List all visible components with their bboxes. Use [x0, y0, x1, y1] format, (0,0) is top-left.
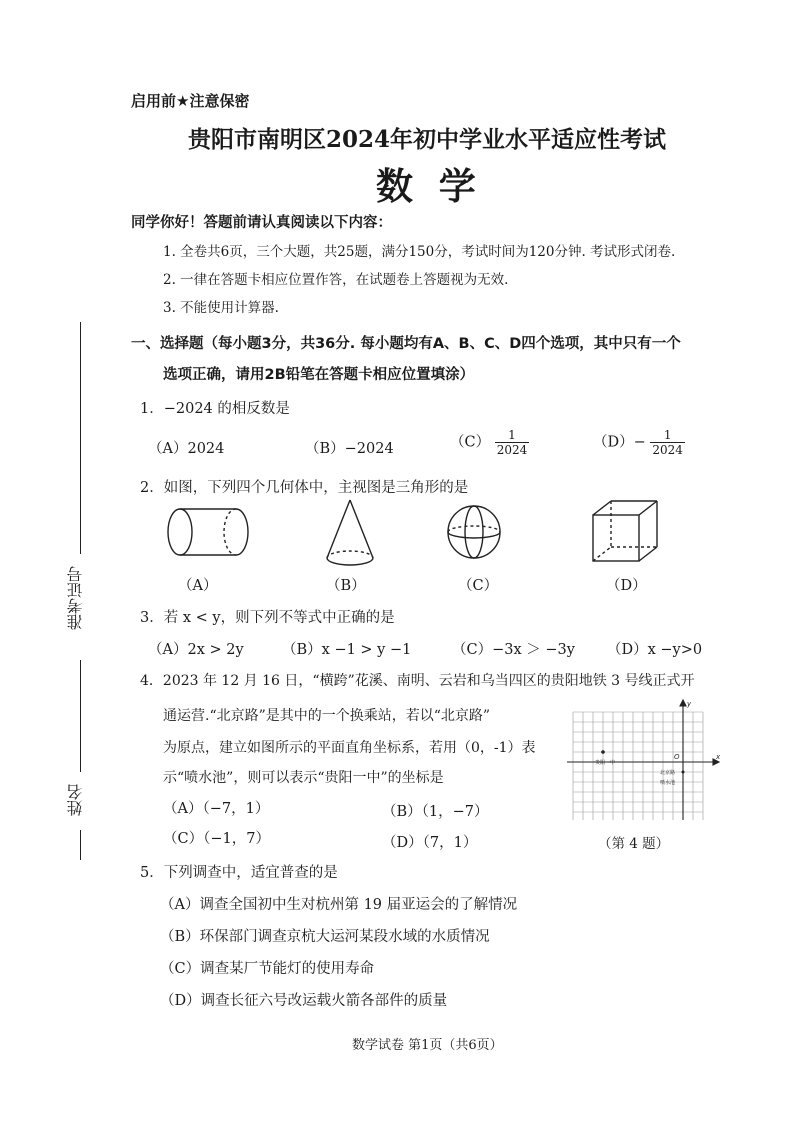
q4-coordinate-grid — [563, 702, 723, 822]
q5-stem: 5．下列调查中，适宜普查的是 — [140, 865, 338, 881]
q3-stem: 3．若 x < y，则下列不等式中正确的是 — [140, 610, 395, 626]
sphere-shape — [448, 506, 500, 558]
q1-option-b: （B）−2024 — [305, 441, 394, 457]
q3-option-a: （A）2x > 2y — [148, 642, 244, 658]
point-guiyang — [601, 750, 605, 754]
label-fountain: 喷水池 — [660, 780, 676, 786]
instruction-item-3: 3. 不能使用计算器. — [163, 300, 279, 316]
q4-line3: 为原点，建立如图所示的平面直角坐标系，若用（0，-1）表 — [163, 740, 536, 756]
binding-line-bottom — [80, 830, 81, 860]
exam-title: 贵阳市南明区2024年初中学业水平适应性考试 — [188, 126, 667, 153]
q1-option-d — [593, 428, 685, 457]
instructions-intro: 同学你好！答题前请认真阅读以下内容： — [131, 215, 392, 231]
q4-option-a: （A）（−7，1） — [163, 801, 270, 817]
confidential-label: 启用前★注意保密 — [131, 92, 250, 110]
q1-option-d-prefix: （D）− — [593, 434, 646, 451]
q3-option-c: （C）−3x ＞ −3y — [452, 642, 575, 658]
q3-option-d: （D）x −y>0 — [607, 642, 703, 658]
section1-heading-line2: 选项正确，请用2B铅笔在答题卡相应位置填涂） — [163, 367, 475, 383]
q1-stem: 1．−2024 的相反数是 — [140, 401, 290, 417]
q2-label-a: （A） — [178, 578, 218, 594]
q5-option-b: （B）环保部门调查京杭大运河某段水域的水质情况 — [160, 929, 490, 945]
q5-option-a: （A）调查全国初中生对杭州第 19 届亚运会的了解情况 — [160, 897, 518, 913]
q1-option-a: （A）2024 — [148, 441, 225, 457]
cube-shape — [593, 501, 657, 561]
q1-d-numerator: 1 — [650, 428, 685, 443]
q1-option-d-fraction — [650, 428, 685, 457]
q4-option-c: （C）（−1，7） — [163, 831, 270, 847]
subject-title: 数 学 — [376, 164, 476, 208]
q1-c-denominator: 2024 — [496, 443, 528, 457]
label-guiyang: 贵阳一中 — [595, 760, 616, 766]
origin-label: O — [674, 753, 680, 761]
q1-option-c-fraction — [495, 428, 530, 457]
binding-line-top — [80, 322, 81, 554]
cylinder-shape — [168, 509, 248, 555]
q2-label-d: （D） — [606, 578, 647, 594]
q1-option-c-prefix: （C） — [450, 434, 491, 451]
q2-label-b: （B） — [326, 578, 366, 594]
q2-stem: 2．如图，下列四个几何体中，主视图是三角形的是 — [140, 480, 469, 496]
q4-line4: 示“喷水池”，则可以表示“贵阳一中”的坐标是 — [163, 770, 444, 786]
q4-option-b: （B）（1，−7） — [382, 804, 489, 820]
q5-option-c: （C）调查某厂节能灯的使用寿命 — [160, 961, 375, 977]
y-axis-label: y — [687, 700, 692, 708]
label-beijing: 北京路 — [660, 770, 676, 776]
binding-line-mid — [80, 660, 81, 772]
exam-id-label: 准考证号 — [66, 566, 85, 630]
q1-d-denominator: 2024 — [652, 443, 683, 457]
instruction-item-1: 1. 全卷共6页，三个大题，共25题，满分150分，考试时间为120分钟. 考试形式闭卷. — [163, 244, 676, 260]
page-footer: 数学试卷 第1页（共6页） — [352, 1038, 503, 1053]
q5-option-d: （D）调查长征六号改运载火箭各部件的质量 — [160, 993, 448, 1009]
q1-c-numerator: 1 — [495, 428, 530, 443]
q2-label-c: （C） — [458, 578, 499, 594]
q3-option-b: （B）x −1 > y −1 — [282, 642, 412, 658]
q1-option-c — [450, 428, 529, 457]
q4-figure-caption: （第 4 题） — [598, 836, 670, 852]
q4-option-d: （D）（7，1） — [382, 835, 478, 851]
q2-solids-figure — [150, 498, 710, 578]
x-axis-label: x — [716, 753, 721, 761]
q4-line2: 通运营.“北京路”是其中的一个换乘站，若以“北京路” — [163, 708, 491, 724]
cone-shape — [327, 500, 373, 565]
q4-line1: 4．2023 年 12 月 16 日，“横跨”花溪、南明、云岩和乌当四区的贵阳地铁 3 号线正式开 — [140, 673, 695, 689]
section1-heading-line1: 一、选择题（每小题3分，共36分. 每小题均有A、B、C、D四个选项，其中只有一个 — [131, 336, 681, 352]
name-label: 姓名 — [66, 784, 85, 816]
instruction-item-2: 2. 一律在答题卡相应位置作答，在试题卷上答题视为无效. — [163, 272, 509, 288]
point-beijing — [682, 771, 685, 774]
